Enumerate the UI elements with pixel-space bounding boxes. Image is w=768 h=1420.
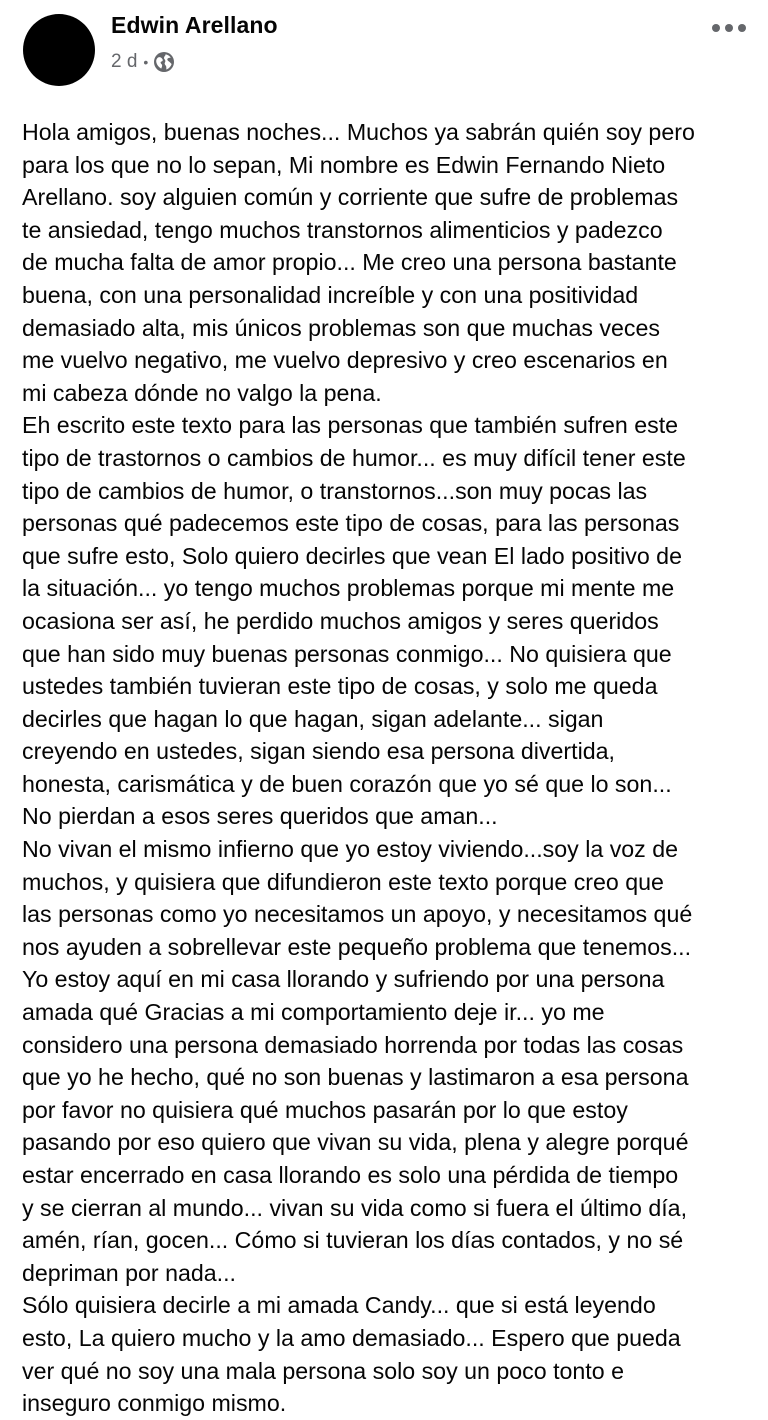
post-text-line: inseguro conmigo mismo.: [22, 1390, 287, 1417]
post-text-line: que yo he hecho, qué no son buenas y lastimaron a esa persona: [22, 1064, 689, 1091]
post-text-line: tipo de cambios de humor, o transtornos...son muy pocas las: [22, 477, 648, 504]
post-text-line: Hola amigos, buenas noches... Muchos ya sabrán quién soy pero: [22, 119, 695, 145]
globe-icon[interactable]: [153, 51, 175, 73]
post-text-line: decirles que hagan lo que hagan, sigan adelante... sigan: [22, 705, 604, 732]
post-text-line: buena, con una personalidad increíble y con una positividad: [22, 281, 639, 308]
post-text-line: depriman por nada...: [22, 1259, 236, 1286]
post-text-line: pasando por eso quiero que vivan su vida, plena y alegre porqué: [22, 1129, 689, 1156]
post-timestamp[interactable]: 2 d: [111, 51, 138, 72]
post-text-line: Arellano. soy alguien común y corriente que sufre de problemas: [22, 184, 679, 211]
post-text-line: esto, La quiero mucho y la amo demasiado... Espero que pueda: [22, 1324, 681, 1351]
post-text-line: No vivan el mismo infierno que yo estoy viviendo...soy la voz de: [22, 836, 679, 863]
more-options-icon: [711, 23, 747, 33]
post-text-line: Sólo quisiera decirle a mi amada Candy... que si está leyendo: [22, 1292, 656, 1319]
post-text-line: creyendo en ustedes, sigan siendo esa persona divertida,: [22, 738, 615, 765]
post-text-line: No pierdan a esos seres queridos que aman...: [22, 803, 498, 830]
meta-separator: •: [143, 54, 149, 70]
post-text-line: amada qué Gracias a mi comportamiento deje ir... yo me: [22, 999, 605, 1026]
post-text-line: me vuelvo negativo, me vuelvo depresivo y creo escenarios en: [22, 347, 668, 374]
author-name[interactable]: Edwin Arellano: [111, 12, 278, 38]
post-text-line: mi cabeza dónde no valgo la pena.: [22, 379, 382, 406]
more-options-button[interactable]: [708, 14, 750, 42]
post-text-line: personas qué padecemos este tipo de cosas, para las personas: [22, 510, 680, 537]
post-text-line: ocasiona ser así, he perdido muchos amigos y seres queridos: [22, 607, 659, 634]
post-text-line: honesta, carismática y de buen corazón que yo sé que lo son...: [22, 770, 672, 797]
post-text-line: que han sido muy buenas personas conmigo... No quisiera que: [22, 640, 672, 667]
post-text-line: tipo de trastornos o cambios de humor... es muy difícil tener este: [22, 444, 686, 471]
post-text-line: muchos, y quisiera que difundieron este texto porque creo que: [22, 868, 664, 895]
post-meta: [111, 49, 175, 75]
post-header: [0, 0, 768, 100]
post-text-line: amén, rían, gocen... Cómo si tuvieran los días contados, y no sé: [22, 1227, 684, 1254]
post-text-line: estar encerrado en casa llorando es solo una pérdida de tiempo: [22, 1162, 679, 1188]
post-text-line: de mucha falta de amor propio... Me creo una persona bastante: [22, 249, 677, 276]
post-text-line: que sufre esto, Solo quiero decirles que vean El lado positivo de: [22, 542, 682, 569]
post-text: [22, 116, 752, 1420]
post-text-line: ver qué no soy una mala persona solo soy un poco tonto e: [22, 1357, 624, 1384]
post-text-line: ustedes también tuvieran este tipo de cosas, y solo me queda: [22, 673, 658, 700]
post-text-line: y se cierran al mundo... vivan su vida como si fuera el último día,: [22, 1194, 688, 1221]
post-text-line: por favor no quisiera qué muchos pasarán por lo que estoy: [22, 1096, 628, 1123]
post-text-line: considero una persona demasiado horrenda por todas las cosas: [22, 1031, 684, 1058]
post-text-line: para los que no lo sepan, Mi nombre es Edwin Fernando Nieto: [22, 151, 666, 178]
post-text-line: las personas como yo necesitamos un apoyo, y necesitamos qué: [22, 901, 693, 928]
post-text-line: Yo estoy aquí en mi casa llorando y sufriendo por una persona: [22, 966, 665, 993]
post-text-line: la situación... yo tengo muchos problemas porque mi mente me: [22, 575, 675, 602]
avatar[interactable]: [23, 14, 95, 86]
post-text-line: demasiado alta, mis únicos problemas son que muchas veces: [22, 314, 660, 341]
post-text-line: Eh escrito este texto para las personas que también sufren este: [22, 412, 679, 439]
post-text-line: nos ayuden a sobrellevar este pequeño problema que tenemos...: [22, 933, 692, 960]
post-text-line: te ansiedad, tengo muchos transtornos alimenticios y padezco: [22, 216, 663, 243]
